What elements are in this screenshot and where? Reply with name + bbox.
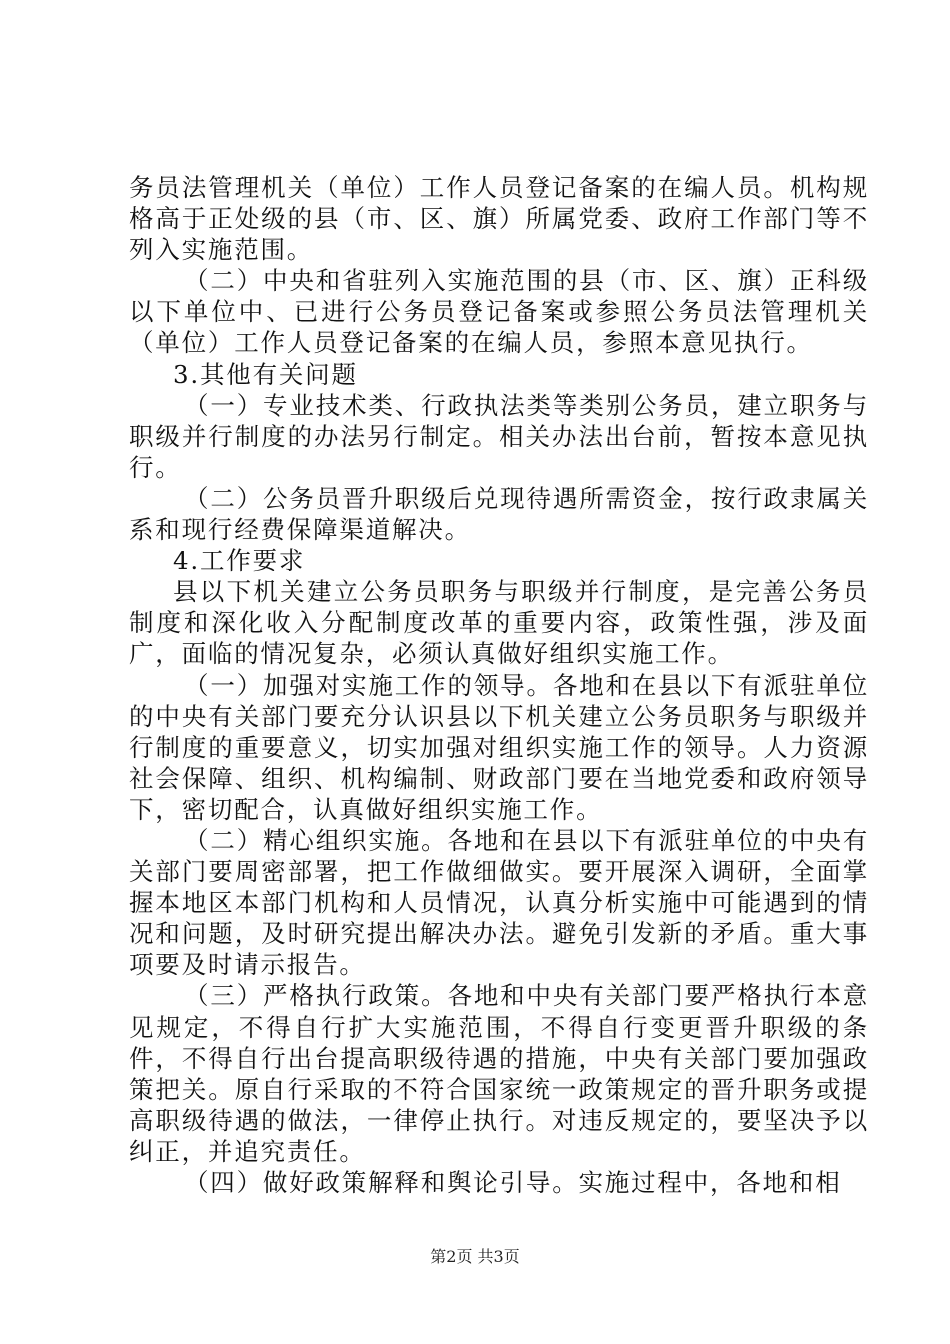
document-body <box>129 172 869 1198</box>
paragraph-4-intro: 县以下机关建立公务员职务与职级并行制度，是完善公务员制度和深化收入分配制度改革的重要内容，政策性强，涉及面广，面临的情况复杂，必须认真做好组织实施工作。 <box>129 577 869 669</box>
paragraph-4-2: （二）精心组织实施。各地和在县以下有派驻单位的中央有关部门要周密部署，把工作做细做实。要开展深入调研，全面掌握本地区本部门机构和人员情况，认真分析实施中可能遇到的情况和问题，及时研究提出解决办法。避免引发新的矛盾。重大事项要及时请示报告。 <box>129 825 869 980</box>
paragraph-4-4: （四）做好政策解释和舆论引导。实施过程中，各地和相 <box>184 1168 842 1197</box>
paragraph-continuation: 务员法管理机关（单位）工作人员登记备案的在编人员。机构规格高于正处级的县（市、区、旗）所属党委、政府工作部门等不列入实施范围。 <box>129 173 869 265</box>
paragraph-2-2: （二）中央和省驻列入实施范围的县（市、区、旗）正科级以下单位中、已进行公务员登记备案或参照公务员法管理机关（单位）工作人员登记备案的在编人员，参照本意见执行。 <box>129 266 869 358</box>
page-number-footer: 第2页 共3页 <box>430 1247 520 1266</box>
paragraph-3-2: （二）公务员晋升职级后兑现待遇所需资金，按行政隶属关系和现行经费保障渠道解决。 <box>129 483 869 545</box>
section-heading-4: 4.工作要求 <box>173 546 306 576</box>
section-heading-3: 3.其他有关问题 <box>173 359 358 389</box>
paragraph-4-1: （一）加强对实施工作的领导。各地和在县以下有派驻单位的中央有关部门要充分认识县以下机关建立公务员职务与职级并行制度的重要意义，切实加强对组织实施工作的领导。人力资源社会保障、组织、机构编制、财政部门要在当地党委和政府领导下，密切配合，认真做好组织实施工作。 <box>129 670 869 824</box>
paragraph-4-3: （三）严格执行政策。各地和中央有关部门要严格执行本意见规定，不得自行扩大实施范围，不得自行变更晋升职级的条件，不得自行出台提高职级待遇的措施，中央有关部门要加强政策把关。原自行采取的不符合国家统一政策规定的晋升职务或提高职级待遇的做法，一律停止执行。对违反规定的，要坚决予以纠正，并追究责任。 <box>129 981 869 1166</box>
paragraph-3-1: （一）专业技术类、行政执法类等类别公务员，建立职务与职级并行制度的办法另行制定。相关办法出台前，暂按本意见执行。 <box>129 390 869 482</box>
